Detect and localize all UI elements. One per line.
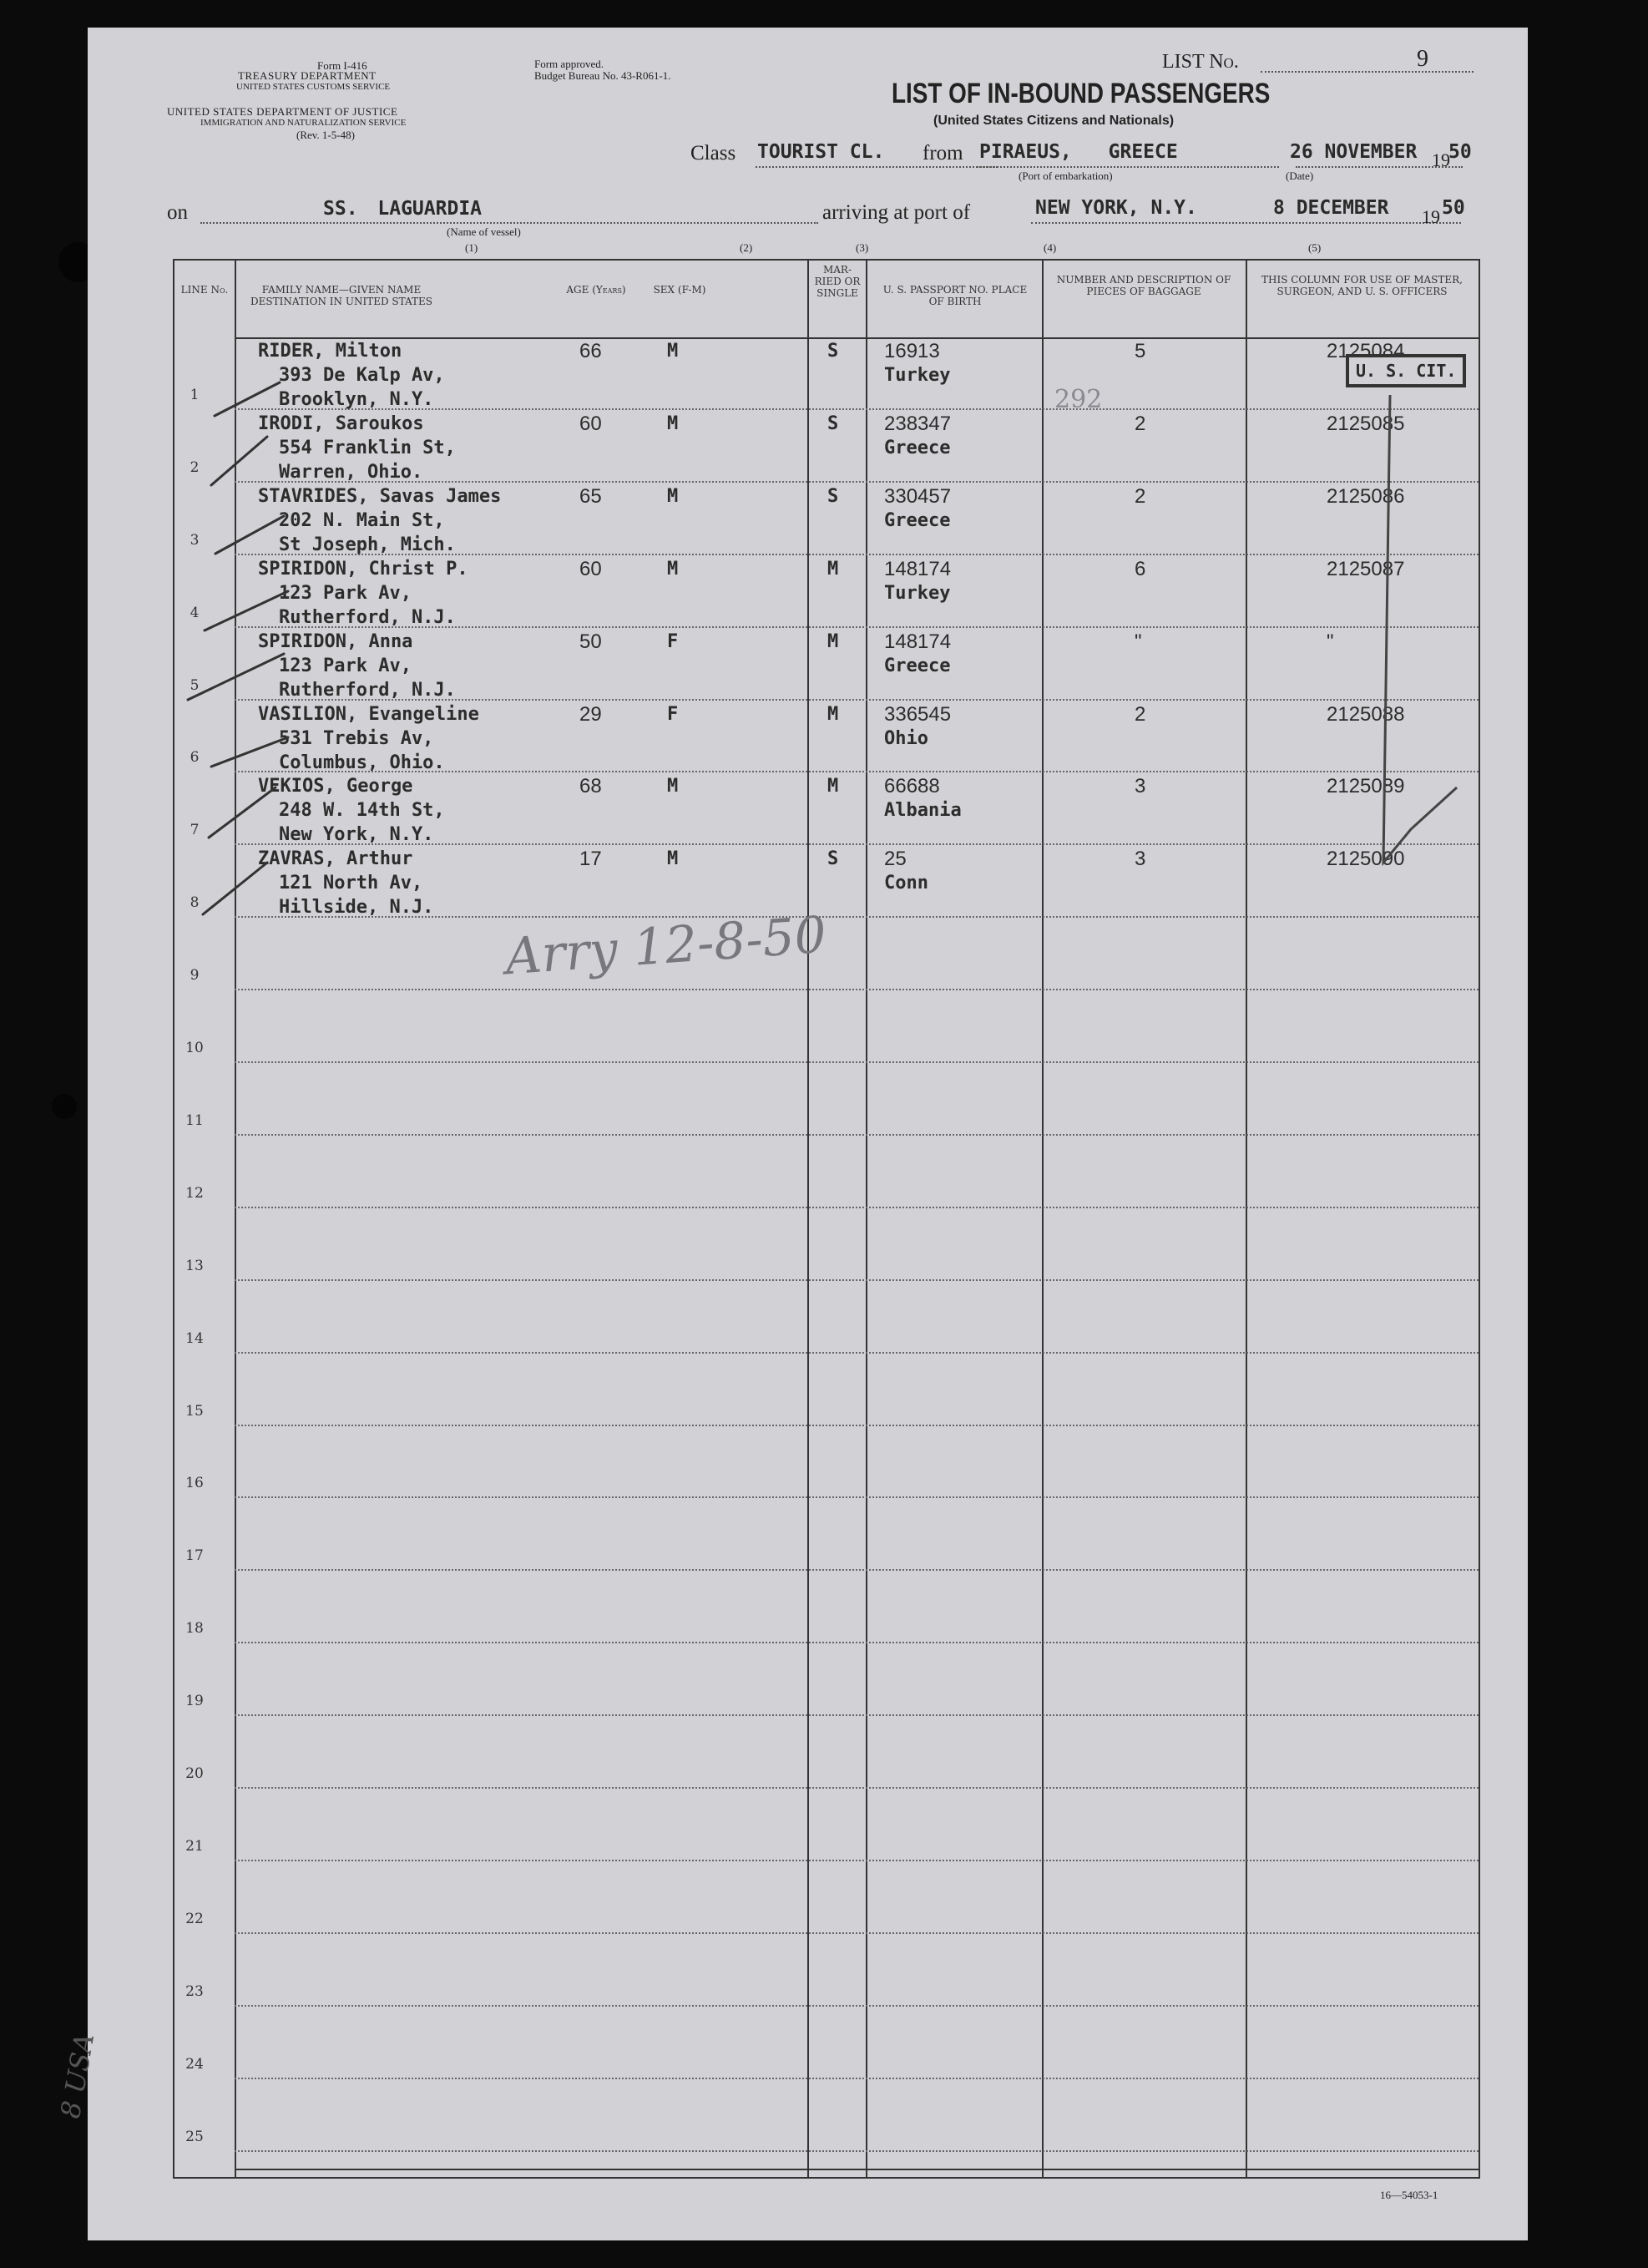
line-number: 19 <box>185 1693 204 1710</box>
place-of-birth: Turkey <box>884 582 951 604</box>
line-number: 17 <box>185 1547 204 1565</box>
passenger-sex: M <box>667 558 679 580</box>
passenger-city: Columbus, Ohio. <box>279 752 445 773</box>
header-passport: U. S. PASSPORT NO. PLACE OF BIRTH <box>882 284 1028 307</box>
arrival-annotation: Arry 12-8-50 <box>503 905 829 987</box>
passenger-age: 60 <box>579 557 602 580</box>
officer-number: 2125088 <box>1327 702 1405 726</box>
passenger-address: 554 Franklin St, <box>279 437 456 458</box>
passenger-address: 121 North Av, <box>279 873 423 894</box>
line-number: 7 <box>190 822 200 839</box>
passenger-age: 50 <box>579 630 602 653</box>
manifest-page <box>54 28 1528 2240</box>
departure-year: 50 <box>1448 141 1472 163</box>
passport-number: 238347 <box>884 412 952 435</box>
passenger-city: New York, N.Y. <box>279 824 434 846</box>
header-name: FAMILY NAME—GIVEN NAME DESTINATION IN UNITED STATES <box>250 284 432 307</box>
officer-number: " <box>1327 630 1334 653</box>
arrival-port: NEW YORK, N.Y. <box>1035 197 1197 219</box>
embarkation-caption: (Port of embarkation) <box>1019 170 1113 182</box>
line-number: 16 <box>185 1475 204 1492</box>
line-number: 1 <box>190 386 200 403</box>
arrival-year: 50 <box>1442 197 1465 219</box>
passenger-name: VASILION, Evangeline <box>258 703 479 725</box>
passenger-name: RIDER, Milton <box>258 341 402 362</box>
baggage-count: 2 <box>1135 484 1146 508</box>
passenger-name: ZAVRAS, Arthur <box>258 848 413 870</box>
passenger-age: 66 <box>579 340 602 362</box>
baggage-count: 2 <box>1135 702 1146 726</box>
pencil-marks <box>88 28 1528 2240</box>
line-number: 15 <box>185 1402 204 1420</box>
passenger-city: Warren, Ohio. <box>279 461 423 483</box>
marital-status: M <box>827 558 839 580</box>
arriving-label: arriving at port of <box>822 201 971 224</box>
baggage-count: 5 <box>1135 340 1146 362</box>
list-no-label: LIST No. <box>1162 51 1239 73</box>
baggage-count: 3 <box>1135 775 1146 798</box>
passenger-address: 202 N. Main St, <box>279 509 445 531</box>
marital-status: S <box>827 485 839 507</box>
place-of-birth: Greece <box>884 655 951 676</box>
passenger-age: 17 <box>579 848 602 871</box>
passenger-sex: M <box>667 776 679 797</box>
baggage-count: 2 <box>1135 412 1146 435</box>
passenger-sex: M <box>667 485 679 507</box>
passport-number: 25 <box>884 848 907 871</box>
place-of-birth: Greece <box>884 437 951 458</box>
passenger-city: Rutherford, N.J. <box>279 606 456 628</box>
departure-date: 26 NOVEMBER <box>1290 141 1418 163</box>
line-number: 22 <box>185 1910 204 1927</box>
passenger-city: Brooklyn, N.Y. <box>279 389 434 410</box>
header-age: AGE (Years) <box>566 284 626 296</box>
doj-label: UNITED STATES DEPARTMENT OF JUSTICE <box>167 105 398 118</box>
header-line-no: LINE No. <box>180 284 229 296</box>
line-number: 2 <box>190 458 200 476</box>
line-number: 8 <box>190 894 200 912</box>
place-of-birth: Turkey <box>884 365 951 386</box>
col-ref-5: (5) <box>1308 241 1322 254</box>
form-footer-code: 16—54053-1 <box>1380 2189 1438 2201</box>
passport-number: 336545 <box>884 702 952 726</box>
officer-number: 2125087 <box>1327 557 1405 580</box>
passenger-sex: M <box>667 848 679 870</box>
on-label: on <box>167 201 188 224</box>
passenger-sex: M <box>667 413 679 434</box>
header-baggage: NUMBER AND DESCRIPTION OF PIECES OF BAGGAGE <box>1056 274 1231 297</box>
class-value: TOURIST CL. <box>757 141 885 163</box>
officer-number: 2125086 <box>1327 484 1405 508</box>
officer-number: 2125089 <box>1327 775 1405 798</box>
passport-number: 148174 <box>884 557 952 580</box>
customs-service: UNITED STATES CUSTOMS SERVICE <box>236 82 391 92</box>
line-number: 3 <box>190 531 200 549</box>
passenger-age: 68 <box>579 775 602 798</box>
from-label: from <box>923 142 963 165</box>
header-sex: SEX (F-M) <box>653 284 706 296</box>
line-number: 24 <box>185 2055 204 2073</box>
passenger-name: VEKIOS, George <box>258 776 413 797</box>
page-title: LIST OF IN-BOUND PASSENGERS <box>892 78 1271 109</box>
vessel-caption: (Name of vessel) <box>447 225 521 238</box>
marital-status: M <box>827 703 839 725</box>
header-officers: THIS COLUMN FOR USE OF MASTER, SURGEON, AND U. S. OFFICERS <box>1261 274 1463 297</box>
passenger-address: 393 De Kalp Av, <box>279 365 445 386</box>
officer-number: 2125085 <box>1327 412 1405 435</box>
pencil-note-292: 292 <box>1054 385 1103 414</box>
passenger-city: St Joseph, Mich. <box>279 534 456 555</box>
line-number: 10 <box>185 1040 204 1056</box>
punch-hole <box>52 1094 77 1119</box>
marital-status: M <box>827 630 839 652</box>
passenger-name: STAVRIDES, Savas James <box>258 485 502 507</box>
passenger-city: Rutherford, N.J. <box>279 679 456 701</box>
vessel-name: SS. LAGUARDIA <box>323 198 483 220</box>
citizen-stamp: U. S. CIT. <box>1346 354 1466 387</box>
line-number: 20 <box>185 1765 204 1782</box>
baggage-count: " <box>1135 630 1142 653</box>
margin-annotation: 8 USA <box>54 2031 101 2121</box>
passport-number: 330457 <box>884 484 952 508</box>
place-of-birth: Ohio <box>884 727 928 749</box>
line-number: 14 <box>185 1329 204 1347</box>
passenger-address: 123 Park Av, <box>279 655 412 676</box>
passenger-sex: M <box>667 341 679 362</box>
line-number: 13 <box>185 1257 204 1274</box>
line-number: 12 <box>185 1184 204 1202</box>
page-subtitle: (United States Citizens and Nationals) <box>933 114 1175 128</box>
passenger-address: 248 W. 14th St, <box>279 800 445 822</box>
passenger-name: SPIRIDON, Anna <box>258 630 413 652</box>
passenger-sex: F <box>667 630 679 652</box>
date-caption: (Date) <box>1286 170 1314 182</box>
col-ref-1: (1) <box>465 241 478 254</box>
form-approved: Form approved. <box>534 58 604 70</box>
revision: (Rev. 1-5-48) <box>296 129 355 141</box>
passport-number: 66688 <box>884 775 940 798</box>
line-number: 25 <box>185 2128 204 2145</box>
passenger-name: SPIRIDON, Christ P. <box>258 558 468 580</box>
passenger-address: 123 Park Av, <box>279 582 412 604</box>
col-ref-4: (4) <box>1044 241 1057 254</box>
port-of-embarkation: PIRAEUS, GREECE <box>979 141 1178 163</box>
arrival-year-prefix: 19 <box>1422 206 1440 227</box>
place-of-birth: Albania <box>884 800 962 822</box>
marital-status: S <box>827 341 839 362</box>
passenger-name: IRODI, Saroukos <box>258 413 424 434</box>
arrival-date: 8 DECEMBER <box>1273 197 1389 219</box>
line-number: 11 <box>185 1111 204 1129</box>
baggage-count: 3 <box>1135 848 1146 871</box>
officer-number: 2125084 <box>1327 340 1405 362</box>
class-label: Class <box>690 142 736 165</box>
header-married: MAR-RIED OR SINGLE <box>814 264 861 299</box>
ins-label: IMMIGRATION AND NATURALIZATION SERVICE <box>200 118 407 128</box>
form-number: Form I-416 <box>317 59 367 72</box>
passenger-address: 531 Trebis Av, <box>279 727 434 749</box>
budget-bureau: Budget Bureau No. 43-R061-1. <box>534 69 671 82</box>
year-prefix: 19 <box>1432 149 1450 170</box>
passport-number: 16913 <box>884 340 940 362</box>
treasury-dept: TREASURY DEPARTMENT <box>238 69 377 82</box>
col-ref-2: (2) <box>740 241 753 254</box>
place-of-birth: Conn <box>884 873 928 894</box>
line-number: 18 <box>185 1620 204 1638</box>
line-number: 6 <box>190 749 200 767</box>
passenger-age: 60 <box>579 412 602 435</box>
passenger-city: Hillside, N.J. <box>279 897 434 919</box>
line-number: 4 <box>190 604 200 621</box>
passenger-sex: F <box>667 703 679 725</box>
line-number: 5 <box>190 676 200 694</box>
list-no-value: 9 <box>1417 46 1428 72</box>
line-number: 21 <box>185 1837 204 1855</box>
marital-status: M <box>827 776 839 797</box>
place-of-birth: Greece <box>884 509 951 531</box>
baggage-count: 6 <box>1135 557 1146 580</box>
passenger-age: 65 <box>579 484 602 508</box>
passport-number: 148174 <box>884 630 952 653</box>
col-ref-3: (3) <box>856 241 869 254</box>
officer-number: 2125090 <box>1327 848 1405 871</box>
marital-status: S <box>827 848 839 870</box>
line-number: 9 <box>190 967 200 985</box>
marital-status: S <box>827 413 839 434</box>
passenger-age: 29 <box>579 702 602 726</box>
line-number: 23 <box>185 1982 204 2000</box>
